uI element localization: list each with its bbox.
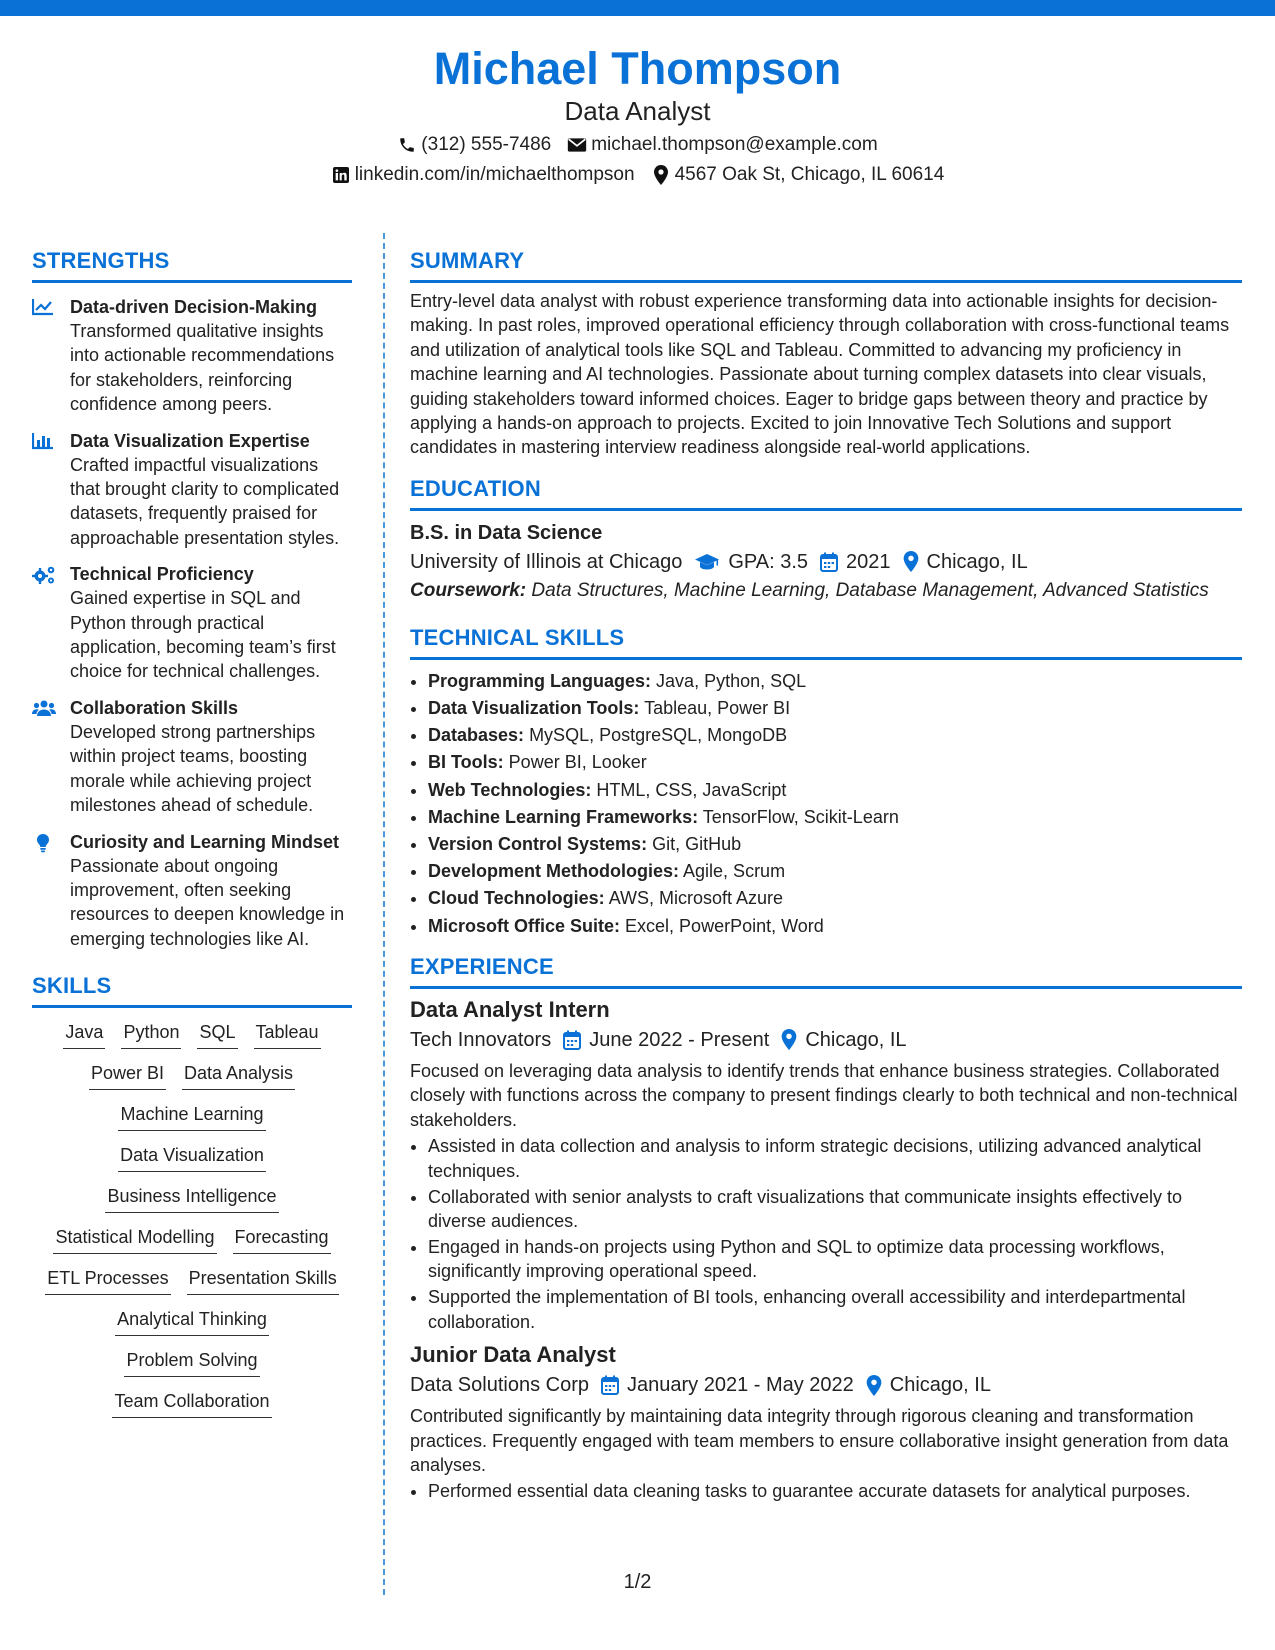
skill-row — [32, 1225, 352, 1254]
skill-values: Agile, Scrum — [683, 861, 786, 882]
list-item — [428, 804, 1242, 831]
candidate-title: Data Analyst — [564, 96, 711, 126]
skill-category: Cloud Technologies: — [428, 888, 605, 909]
skill-tag: Analytical Thinking — [115, 1307, 269, 1336]
skill-tag: Java — [63, 1020, 105, 1049]
skill-category: Microsoft Office Suite: — [428, 915, 621, 936]
skill-values: AWS, Microsoft Azure — [608, 888, 784, 909]
email-text: michael.thompson@example.com — [591, 134, 878, 155]
experience-heading: EXPERIENCE — [410, 953, 554, 979]
skill-tag: Presentation Skills — [187, 1266, 339, 1295]
skill-category: Databases: — [428, 725, 525, 746]
technical-skills-list — [410, 668, 1242, 940]
skill-tag: Python — [121, 1020, 181, 1049]
skill-tag: ETL Processes — [45, 1266, 170, 1295]
skill-row — [32, 1389, 352, 1418]
job-bullets — [410, 1479, 1242, 1503]
job-location: Chicago, IL — [889, 1374, 991, 1397]
phone-contact[interactable] — [397, 130, 551, 160]
list-item — [428, 913, 1242, 940]
list-item: • Performed essential data cleaning tasks to guarantee accurate datasets for analytical purposes. — [428, 1479, 1242, 1503]
list-item: • Assisted in data collection and analysis to inform strategic decisions, utilizing advanced analytical techniques. — [428, 1134, 1242, 1183]
coursework — [410, 579, 1242, 603]
strength-title: Data Visualization Expertise — [70, 430, 310, 451]
strength-item — [32, 830, 352, 952]
skill-tag: Problem Solving — [124, 1348, 259, 1377]
coursework-label: Coursework: — [410, 579, 527, 601]
skill-tag: Data Visualization — [118, 1143, 266, 1172]
strength-item — [32, 429, 352, 551]
column-divider — [383, 233, 385, 1595]
list-item: • Collaborated with senior analysts to craft visualizations that communicate insights effectively to diverse audiences. — [428, 1185, 1242, 1234]
summary-rule — [410, 280, 1242, 283]
skill-category: BI Tools: — [428, 752, 504, 773]
list-item — [428, 777, 1242, 804]
skill-row — [32, 1348, 352, 1377]
skill-values: Power BI, Looker — [508, 752, 647, 773]
strength-title: Technical Proficiency — [70, 564, 254, 585]
skill-values: Java, Python, SQL — [656, 670, 807, 691]
lightbulb-icon — [32, 833, 56, 853]
job-bullets — [410, 1134, 1242, 1334]
strength-title: Curiosity and Learning Mindset — [70, 831, 340, 852]
job-description: Contributed significantly by maintaining data integrity through rigorous cleaning and transformation practices. Frequently engaged with team members to ensure collaborative insight generation from data analyses. — [410, 1406, 1229, 1475]
linkedin-icon — [331, 165, 351, 185]
page-number: 1/2 — [623, 1571, 652, 1593]
company-name: Tech Innovators — [410, 1028, 552, 1051]
education-rule — [410, 508, 1242, 511]
strength-description: Transformed qualitative insights into actionable recommendations for stakeholders, reinforcing confidence among peers. — [70, 321, 335, 415]
skill-tag: Tableau — [254, 1020, 321, 1049]
skill-category: Machine Learning Frameworks: — [428, 806, 699, 827]
skill-tag: SQL — [197, 1020, 237, 1049]
skill-tag: Machine Learning — [118, 1102, 265, 1131]
skill-tag: Data Analysis — [182, 1061, 295, 1090]
technical-skills-heading: TECHNICAL SKILLS — [410, 624, 625, 650]
coursework-list: Data Structures, Machine Learning, Database Management, Advanced Statistics — [531, 579, 1209, 601]
skill-values: MySQL, PostgreSQL, MongoDB — [529, 725, 788, 746]
contact-row-2 — [0, 160, 1275, 190]
linkedin-text: linkedin.com/in/michaelthompson — [354, 164, 635, 185]
skill-row — [32, 1184, 352, 1213]
calendar-icon — [601, 1375, 619, 1395]
skill-values: HTML, CSS, JavaScript — [596, 779, 787, 800]
skill-values: Git, GitHub — [652, 834, 742, 855]
skills-section — [32, 971, 352, 1418]
degree-title: B.S. in Data Science — [410, 521, 603, 544]
job-meta — [410, 1025, 1242, 1055]
left-column — [32, 246, 352, 1430]
candidate-name: Michael Thompson — [433, 43, 842, 94]
skill-row — [32, 1143, 352, 1172]
linkedin-contact[interactable] — [331, 160, 635, 190]
phone-text: (312) 555-7486 — [421, 134, 552, 155]
skill-values: Excel, PowerPoint, Word — [625, 915, 824, 936]
strengths-section — [32, 246, 352, 951]
skill-tag: Statistical Modelling — [53, 1225, 216, 1254]
skill-tag: Team Collaboration — [112, 1389, 271, 1418]
list-item — [428, 695, 1242, 722]
graduation-year: 2021 — [846, 550, 891, 573]
skill-row — [32, 1102, 352, 1131]
strength-description: Gained expertise in SQL and Python through practical application, becoming team’s first choice for technical challenges. — [70, 588, 336, 682]
line-chart-icon — [32, 298, 56, 318]
users-icon — [32, 699, 56, 719]
strengths-rule — [32, 280, 352, 283]
strength-description: Developed strong partnerships within project teams, boosting morale while achieving project milestones ahead of schedule. — [70, 721, 316, 816]
map-pin-icon — [903, 551, 919, 572]
contact-row-1 — [0, 130, 1275, 160]
skill-row — [32, 1266, 352, 1295]
right-column — [410, 246, 1242, 1505]
strength-item — [32, 696, 352, 818]
skill-category: Data Visualization Tools: — [428, 698, 640, 719]
resume-header — [0, 42, 1275, 190]
top-accent-bar — [0, 0, 1275, 16]
experience-section — [410, 952, 1242, 1504]
list-item — [428, 722, 1242, 749]
phone-icon — [397, 135, 417, 155]
graduation-cap-icon — [694, 553, 720, 571]
skill-row — [32, 1061, 352, 1090]
technical-skills-section — [410, 623, 1242, 940]
skills-heading: SKILLS — [32, 973, 112, 999]
skills-rule — [32, 1005, 352, 1008]
strength-title: Data-driven Decision-Making — [70, 297, 318, 317]
company-name: Data Solutions Corp — [410, 1374, 589, 1397]
list-item — [428, 885, 1242, 912]
skill-category: Programming Languages: — [428, 670, 652, 691]
skill-category: Development Methodologies: — [428, 861, 680, 882]
list-item — [428, 858, 1242, 885]
job-title: Data Analyst Intern — [410, 996, 610, 1022]
experience-rule — [410, 986, 1242, 989]
job-title: Junior Data Analyst — [410, 1342, 616, 1368]
address-contact — [651, 160, 945, 190]
education-meta — [410, 547, 1242, 577]
skill-values: TensorFlow, Scikit-Learn — [702, 806, 899, 827]
summary-text: Entry-level data analyst with robust experience transforming data into actionable insights for decision-making. In past roles, improved operational efficiency through collaboration with cross-functional teams and utilization of analytical tools like SQL and Tableau. Committed to advancing my proficiency in machine learning and AI technologies. Passionate about turning complex datasets into clear visuals, guiding stakeholders toward informed choices. Eager to bridge gaps between theory and practice by applying a hands-on approach to projects. Excited to join Innovative Tech Solutions and support candidates in mastering interview readiness alongside real-world applications. — [410, 291, 1230, 458]
strength-title: Collaboration Skills — [70, 697, 239, 718]
summary-section — [410, 246, 1242, 460]
skill-row — [32, 1307, 352, 1336]
skills-tag-list — [32, 1020, 352, 1418]
strength-item — [32, 295, 352, 417]
envelope-icon — [567, 135, 587, 155]
job-location: Chicago, IL — [805, 1028, 907, 1051]
school-name: University of Illinois at Chicago — [410, 550, 683, 573]
summary-heading: SUMMARY — [410, 248, 525, 273]
map-pin-icon — [781, 1029, 797, 1050]
calendar-icon — [820, 552, 838, 572]
list-item — [428, 749, 1242, 776]
list-item — [428, 668, 1242, 695]
list-item: • Engaged in hands-on projects using Python and SQL to optimize data processing workflows, significantly improving operational speed. — [428, 1235, 1242, 1284]
calendar-icon — [563, 1030, 581, 1050]
list-item — [428, 831, 1242, 858]
address-text: 4567 Oak St, Chicago, IL 60614 — [674, 164, 945, 185]
bar-chart-icon — [32, 432, 56, 452]
job-meta — [410, 1370, 1242, 1400]
cogs-icon — [32, 565, 56, 585]
map-pin-icon — [651, 165, 671, 185]
gpa-text: GPA: 3.5 — [728, 550, 809, 573]
skill-tag: Forecasting — [233, 1225, 331, 1254]
strength-description: Passionate about ongoing improvement, often seeking resources to deepen knowledge in emerging technologies like AI. — [70, 855, 345, 949]
skill-tag: Business Intelligence — [105, 1184, 278, 1213]
education-heading: EDUCATION — [410, 475, 541, 501]
strength-item — [32, 562, 352, 684]
strength-description: Crafted impactful visualizations that brought clarity to complicated datasets, frequently praised for approachable presentation styles. — [70, 454, 340, 548]
job-entry — [410, 995, 1242, 1334]
skill-row — [32, 1020, 352, 1049]
education-location: Chicago, IL — [926, 550, 1028, 573]
strengths-heading: STRENGTHS — [32, 248, 170, 273]
list-item: • Supported the implementation of BI tools, enhancing overall accessibility and interdepartmental collaboration. — [428, 1285, 1242, 1334]
skill-values: Tableau, Power BI — [644, 698, 791, 719]
technical-skills-rule — [410, 657, 1242, 660]
job-entry — [410, 1340, 1242, 1504]
job-dates: June 2022 - Present — [589, 1028, 770, 1051]
map-pin-icon — [866, 1375, 882, 1396]
job-dates: January 2021 - May 2022 — [626, 1374, 854, 1397]
skill-tag: Power BI — [89, 1061, 166, 1090]
job-description: Focused on leveraging data analysis to identify trends that enhance business strategies. Collaborated closely with functions across the company to present findings clearly to both technical and non-technical stakeholders. — [410, 1060, 1238, 1130]
skill-category: Version Control Systems: — [428, 834, 648, 855]
skill-category: Web Technologies: — [428, 779, 592, 800]
email-contact[interactable] — [567, 130, 877, 160]
education-section — [410, 474, 1242, 603]
